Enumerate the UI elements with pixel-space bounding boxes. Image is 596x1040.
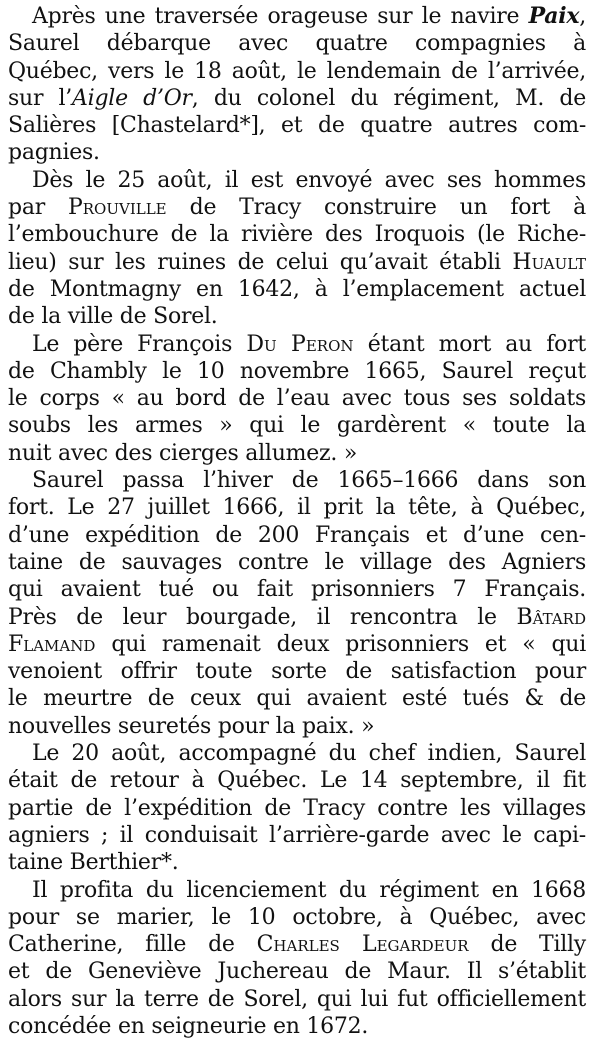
- text-line: [8, 112, 586, 139]
- text-line: [8, 249, 586, 276]
- text-line: [8, 440, 586, 467]
- text-line: [8, 576, 586, 603]
- text-run: nuit avec des cierges allumez. »: [8, 441, 357, 466]
- text-run: Saurel passa l’hiver de 1665–1666 dans son: [32, 468, 586, 493]
- text-line: [8, 385, 586, 412]
- text-run: et de Geneviève Juchereau de Maur. Il s’établit: [8, 959, 586, 984]
- person-name: Prouville: [68, 195, 167, 220]
- text-line: [8, 58, 586, 85]
- text-run: était de retour à Québec. Le 14 septembre, il fit: [8, 768, 586, 793]
- text-line: [8, 986, 586, 1013]
- text-run: Le 20 août, accompagné du chef indien, Saurel: [32, 741, 586, 766]
- text-run: soubs les armes » qui le gardèrent « toute la: [8, 413, 586, 438]
- paragraph: [8, 877, 586, 1040]
- paragraph: [8, 740, 586, 876]
- paragraph: [8, 467, 586, 740]
- text-line: [8, 631, 586, 658]
- text-line: [8, 167, 586, 194]
- text-run: Près de leur bourgade, il rencontra le: [8, 605, 516, 630]
- text-run: venoient offrir toute sorte de satisfaction pour: [8, 659, 586, 684]
- text-line: [8, 221, 586, 248]
- text-run: Dès le 25 août, il est envoyé avec ses hommes: [32, 168, 586, 193]
- paragraph: [8, 331, 586, 467]
- text-run: sur l’: [8, 86, 72, 111]
- text-run: taine Berthier*.: [8, 850, 178, 875]
- text-run: concédée en seigneurie en 1672.: [8, 1014, 368, 1039]
- text-run: nouvelles seuretés pour la paix. »: [8, 714, 374, 739]
- text-run: qui ramenait deux prisonniers et « qui: [95, 632, 586, 657]
- text-line: [8, 276, 586, 303]
- text-line: [8, 604, 586, 631]
- text-line: [8, 494, 586, 521]
- text-line: [8, 139, 586, 166]
- text-line: [8, 1013, 586, 1040]
- text-run: de Chambly le 10 novembre 1665, Saurel reçut: [8, 359, 586, 384]
- text-run: d’une expédition de 200 Français et d’une cen-: [8, 523, 586, 548]
- text-run: Salières [Chastelard*], et de quatre autres com-: [8, 113, 586, 138]
- text-run: pour se marier, le 10 octobre, à Québec, avec: [8, 905, 586, 930]
- person-name: Bâtard: [516, 605, 586, 630]
- text-line: [8, 904, 586, 931]
- text-line: [8, 849, 586, 876]
- text-run: de Tilly: [469, 932, 586, 957]
- text-run: lieu) sur les ruines de celui qu’avait établi: [8, 250, 512, 275]
- text-line: [8, 358, 586, 385]
- text-line: [8, 30, 586, 57]
- text-line: [8, 522, 586, 549]
- text-run: partie de l’expédition de Tracy contre les villages: [8, 796, 586, 821]
- text-run: Québec, vers le 18 août, le lendemain de l’arrivée,: [8, 59, 586, 84]
- text-run: alors sur la terre de Sorel, qui lui fut officiellement: [8, 987, 586, 1012]
- text-run: agniers ; il conduisait l’arrière-garde avec le capi-: [8, 823, 586, 848]
- text-run: le meurtre de ceux qui avaient esté tués & de: [8, 686, 586, 711]
- text-run: par: [8, 195, 68, 220]
- text-run: l’embouchure de la rivière des Iroquois (le Riche-: [8, 222, 586, 247]
- text-run: de Tracy construire un fort à: [167, 195, 586, 220]
- text-run: Le père François: [32, 332, 246, 357]
- text-line: [8, 740, 586, 767]
- text-run: fort. Le 27 juillet 1666, il prit la tête, à Québec,: [8, 495, 586, 520]
- text-run: Catherine, fille de: [8, 932, 257, 957]
- text-line: [8, 3, 586, 30]
- text-line: [8, 194, 586, 221]
- ship-name: Aigle d’Or: [72, 86, 192, 111]
- text-run: le corps « au bord de l’eau avec tous ses soldats: [8, 386, 586, 411]
- text-line: [8, 795, 586, 822]
- text-run: , du colonel du régiment, M. de: [192, 86, 586, 111]
- ship-name: Paix: [529, 3, 580, 29]
- text-line: [8, 549, 586, 576]
- person-name: Charles Legardeur: [257, 932, 469, 957]
- text-run: Saurel débarque avec quatre compagnies à: [8, 31, 586, 56]
- paragraph: [8, 3, 586, 167]
- text-line: [8, 931, 586, 958]
- text-run: ,: [579, 4, 586, 29]
- text-run: pagnies.: [8, 140, 100, 165]
- text-run: étant mort au fort: [354, 332, 587, 357]
- text-line: [8, 412, 586, 439]
- paragraph: [8, 167, 586, 331]
- person-name: Du Peron: [246, 332, 353, 357]
- text-line: [8, 303, 586, 330]
- text-run: Après une traversée orageuse sur le navire: [32, 4, 529, 29]
- text-line: [8, 767, 586, 794]
- text-run: de Montmagny en 1642, à l’emplacement actuel: [8, 277, 586, 302]
- text-line: [8, 467, 586, 494]
- text-run: Il profita du licenciement du régiment en 1668: [32, 878, 586, 903]
- person-name: Flamand: [8, 632, 95, 657]
- text-line: [8, 658, 586, 685]
- text-run: qui avaient tué ou fait prisonniers 7 Français.: [8, 577, 586, 602]
- text-line: [8, 713, 586, 740]
- text-line: [8, 331, 586, 358]
- text-line: [8, 958, 586, 985]
- text-line: [8, 85, 586, 112]
- person-name: Huault: [512, 250, 586, 275]
- text-line: [8, 822, 586, 849]
- text-line: [8, 685, 586, 712]
- text-run: de la ville de Sorel.: [8, 304, 218, 329]
- biography-text: [8, 3, 586, 1040]
- text-line: [8, 877, 586, 904]
- text-run: taine de sauvages contre le village des Agniers: [8, 550, 586, 575]
